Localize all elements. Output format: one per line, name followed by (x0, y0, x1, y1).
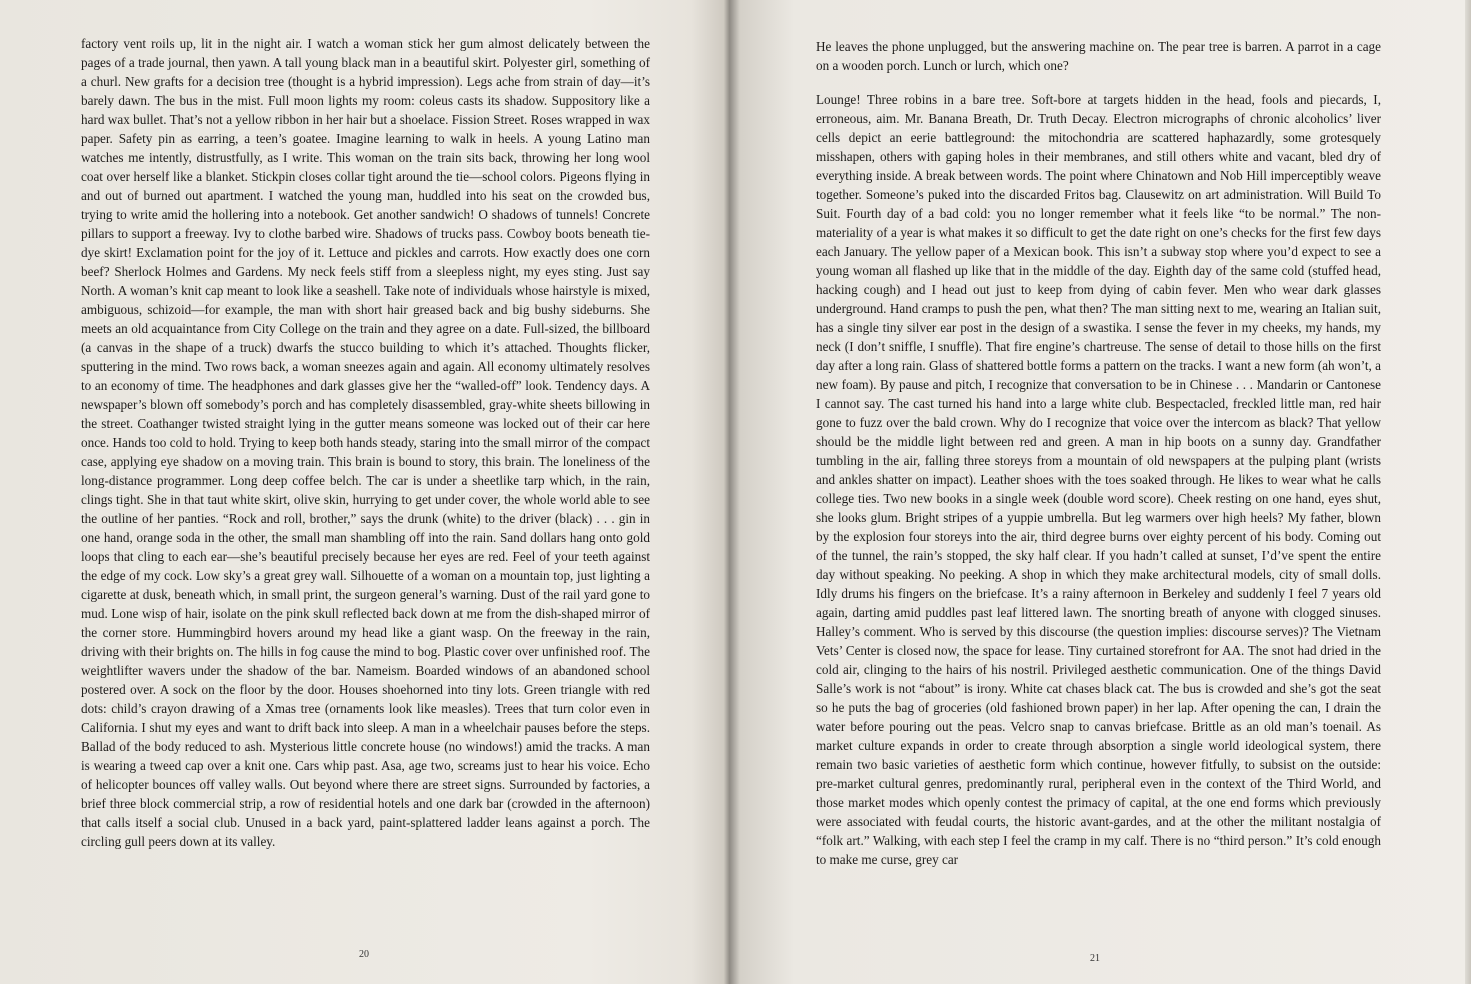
left-text-block (81, 34, 650, 851)
right-paragraph-1: He leaves the phone unplugged, but the answering machine on. The pear tree is barren. A parrot in a cage on a wooden porch. Lunch or lurch, which one? (816, 39, 1381, 73)
left-paragraph-1: factory vent roils up, lit in the night air. I watch a woman stick her gum almost delicately between the pages of a trade journal, then yawn. A tall young black man in a beautiful skirt. Polyester girl, something of a churl. New grafts for a decision tree (thought is a hybrid impression). Legs ache from strain of day—it’s barely dawn. The bus in the mist. Full moon lights my room: coleus casts its shadow. Suppository like a hard wax bullet. That’s not a yellow ribbon in her hair but a shoelace. Fission Street. Roses wrapped in wax paper. Safety pin as earring, a teen’s goatee. Imagine learning to walk in heels. A young Latino man watches me intently, distrustfully, as I write. This woman on the train sits back, throwing her long wool coat over herself like a blanket. Stickpin closes collar tight around the tie—school colors. Pigeons flying in and out of burned out apartment. I watched the young man, huddled into his seat on the crowded bus, trying to write amid the hollering into a notebook. Get another sandwich! O shadows of tunnels! Concrete pillars to support a freeway. Ivy to clothe barbed wire. Shadows of trucks pass. Cowboy boots beneath tie-dye skirt! Exclamation point for the joy of it. Lettuce and pickles and carrots. How exactly does one corn beef? Sherlock Holmes and Gardens. My neck feels stiff from a sleepless night, my eyes sting. Just say North. A woman’s knit cap meant to look like a seashell. Take note of individuals whose hairstyle is mixed, ambiguous, schizoid—for example, the man with short hair greased back and big bushy sideburns. She meets an old acquaintance from City College on the train and they agree on a date. Full-sized, the billboard (a canvas in the shape of a truck) dwarfs the stucco building to which it’s attached. Thoughts flicker, sputtering in the mind. Two rows back, a woman sneezes again and again. All economy ultimately resolves to an economy of time. The headphones and dark glasses give her the “walled-off” look. Tendency days. A newspaper’s blown off somebody’s porch and has completely disassembled, gray-white sheets billowing in the street. Coathanger twisted straight lying in the gutter means someone was locked out of their car here once. Hands too cold to hold. Trying to keep both hands steady, staring into the small mirror of the compact case, applying eye shadow on a moving train. This brain is bound to story, this brain. The loneliness of the long-distance programmer. Long deep coffee belch. The car is under a sheetlike tarp which, in the rain, clings tight. She in that taut white skirt, olive skin, hurrying to get under cover, the whole world able to see the outline of her panties. “Rock and roll, brother,” says the drunk (white) to the driver (black) . . . gin in one hand, orange soda in the other, the small man shambling off into the rain. Sand dollars hang onto gold loops that cling to each ear—she’s beautiful precisely because her eyes are red. Feel of your teeth against the edge of my cock. Low sky’s a great grey wall. Silhouette of a woman on a mountain top, just lighting a cigarette at dusk, beneath which, in small print, the surgeon general’s warning. Dust of the rail yard gone to mud. Lone wisp of hair, isolate on the pink skull reflected back down at me from the dish-shaped mirror of the corner store. Hummingbird hovers around my head like a giant wasp. On the freeway in the rain, driving with their brights on. The hills in fog cause the mind to bog. Plastic cover over unfinished roof. The weightlifter wavers under the shadow of the bar. Nameism. Boarded windows of an abandoned school postered over. A sock on the floor by the door. Houses shoehorned into tiny lots. Green triangle with red dots: child’s crayon drawing of a Xmas tree (ornaments look like measles). Trees that turn color even in California. I shut my eyes and want to drift back into sleep. A man in a wheelchair pauses before the steps. Ballad of the body reduced to ash. Mysterious little concrete house (no windows!) amid the tracks. A man is wearing a tweed cap over a knit one. Cars whip past. Asa, age two, screams just to hear his voice. Echo of helicopter bounces off valley walls. Out beyond where there are street signs. Surrounded by factories, a brief three block commercial strip, a row of residential hotels and one dark bar (crowded in the afternoon) that calls itself a social club. Unused in a back yard, paint-splattered ladder leans against a porch. The circling gull peers down at its valley. (81, 36, 650, 849)
right-paragraph-2: Lounge! Three robins in a bare tree. Soft-bore at targets hidden in the head, fools and piecards, I, erroneous, aim. Mr. Banana Breath, Dr. Truth Decay. Electron micrographs of chronic alcoholics’ liver cells depict an eerie battleground: the mitochondria are scattered haphazardly, some grotesquely misshapen, others with gaping holes in their membranes, and still others white and vacant, bled dry of everything inside. A break between words. The point where Chinatown and Nob Hill imperceptibly weave together. Someone’s puked into the discarded Fritos bag. Clausewitz on art administration. Will Build To Suit. Fourth day of a bad cold: you no longer remember what it feels like “to be normal.” The non-materiality of a year is what makes it so difficult to get the date right on one’s checks for the first few days each January. The yellow paper of a Mexican book. This isn’t a subway stop where you’d expect to see a young woman all flashed up like that in the middle of the day. Eighth day of the same cold (stuffed head, hacking cough) and I head out just to keep from dying of cabin fever. Men who wear dark glasses underground. Hand cramps to push the pen, what then? The man sitting next to me, wearing an Italian suit, has a single tiny silver ear post in the design of a swastika. I sense the fever in my cheeks, my hands, my neck (I don’t sniffle, I snuffle). That fire engine’s chartreuse. The sense of detail to those hills on the first day after a long rain. Glass of shattered bottle forms a pattern on the tracks. I want a new form (ah won’t, a new foam). By pause and pitch, I recognize that conversation to be in Chinese . . . Mandarin or Cantonese I cannot say. The cast turned his hand into a large white club. Bespectacled, freckled little man, red hair gone to fuzz over the bald crown. Why do I recognize that voice over the intercom as black? That yellow should be the middle light between red and green. A man in hip boots on a sunny day. Grandfather tumbling in the air, falling three storeys from a mountain of old newspapers at the pulping plant (wrists and ankles shatter on impact). Leather shoes with the toes soaked through. He likes to wear what he calls college ties. Two new books in a single week (double word score). Cheek resting on one hand, eyes shut, she looks glum. Bright stripes of a yuppie umbrella. But leg warmers over high heels? My father, blown by the explosion four storeys into the air, third degree burns over eighty percent of his body. Coming out of the tunnel, the rain’s stopped, the sky half clear. If you hadn’t called at sunset, I’d’ve spent the entire day without speaking. No peeking. A shop in which they make architectural models, city of small dolls. Idly drums his fingers on the briefcase. It’s a rainy afternoon in Berkeley and suddenly I feel 7 years old again, darting amid puddles past leaf littered lawn. The snorting breath of anyone with clogged sinuses. Halley’s comment. Who is served by this discourse (the question implies: discourse serves)? The Vietnam Vets’ Center is closed now, the space for lease. Tiny curtained storefront for AA. The snot had dried in the cold air, clinging to the hairs of his nostril. Privileged aesthetic communication. One of the things David Salle’s work is not “about” is irony. White cat chases black cat. The bus is crowded and she’s got the seat so he puts the bag of groceries (old fashioned brown paper) in her lap. After opening the can, I drain the water before pouring out the peas. Velcro snap to canvas briefcase. Brittle as an old man’s toenail. As market culture expands in order to create through absorption a single world ideological system, there remain two basic varieties of aesthetic form which continue, however fitfully, to subsist on the outside: pre-market cultural genres, predominantly rural, peripheral even in the context of the Third World, and those market modes which openly contest the primacy of capital, at the one end forms which previously were associated with feudal courts, the historic avant-gardes, and at the other the militant nostalgia of “folk art.” Walking, with each step I feel the cramp in my calf. There is no “third person.” It’s cold enough to make me curse, grey car (816, 92, 1381, 867)
left-page-number: 20 (359, 949, 369, 960)
right-page-number: 21 (1090, 953, 1100, 964)
right-page (732, 0, 1471, 984)
left-page (0, 0, 722, 984)
page-edge (1465, 0, 1471, 984)
right-text-block (816, 37, 1381, 869)
